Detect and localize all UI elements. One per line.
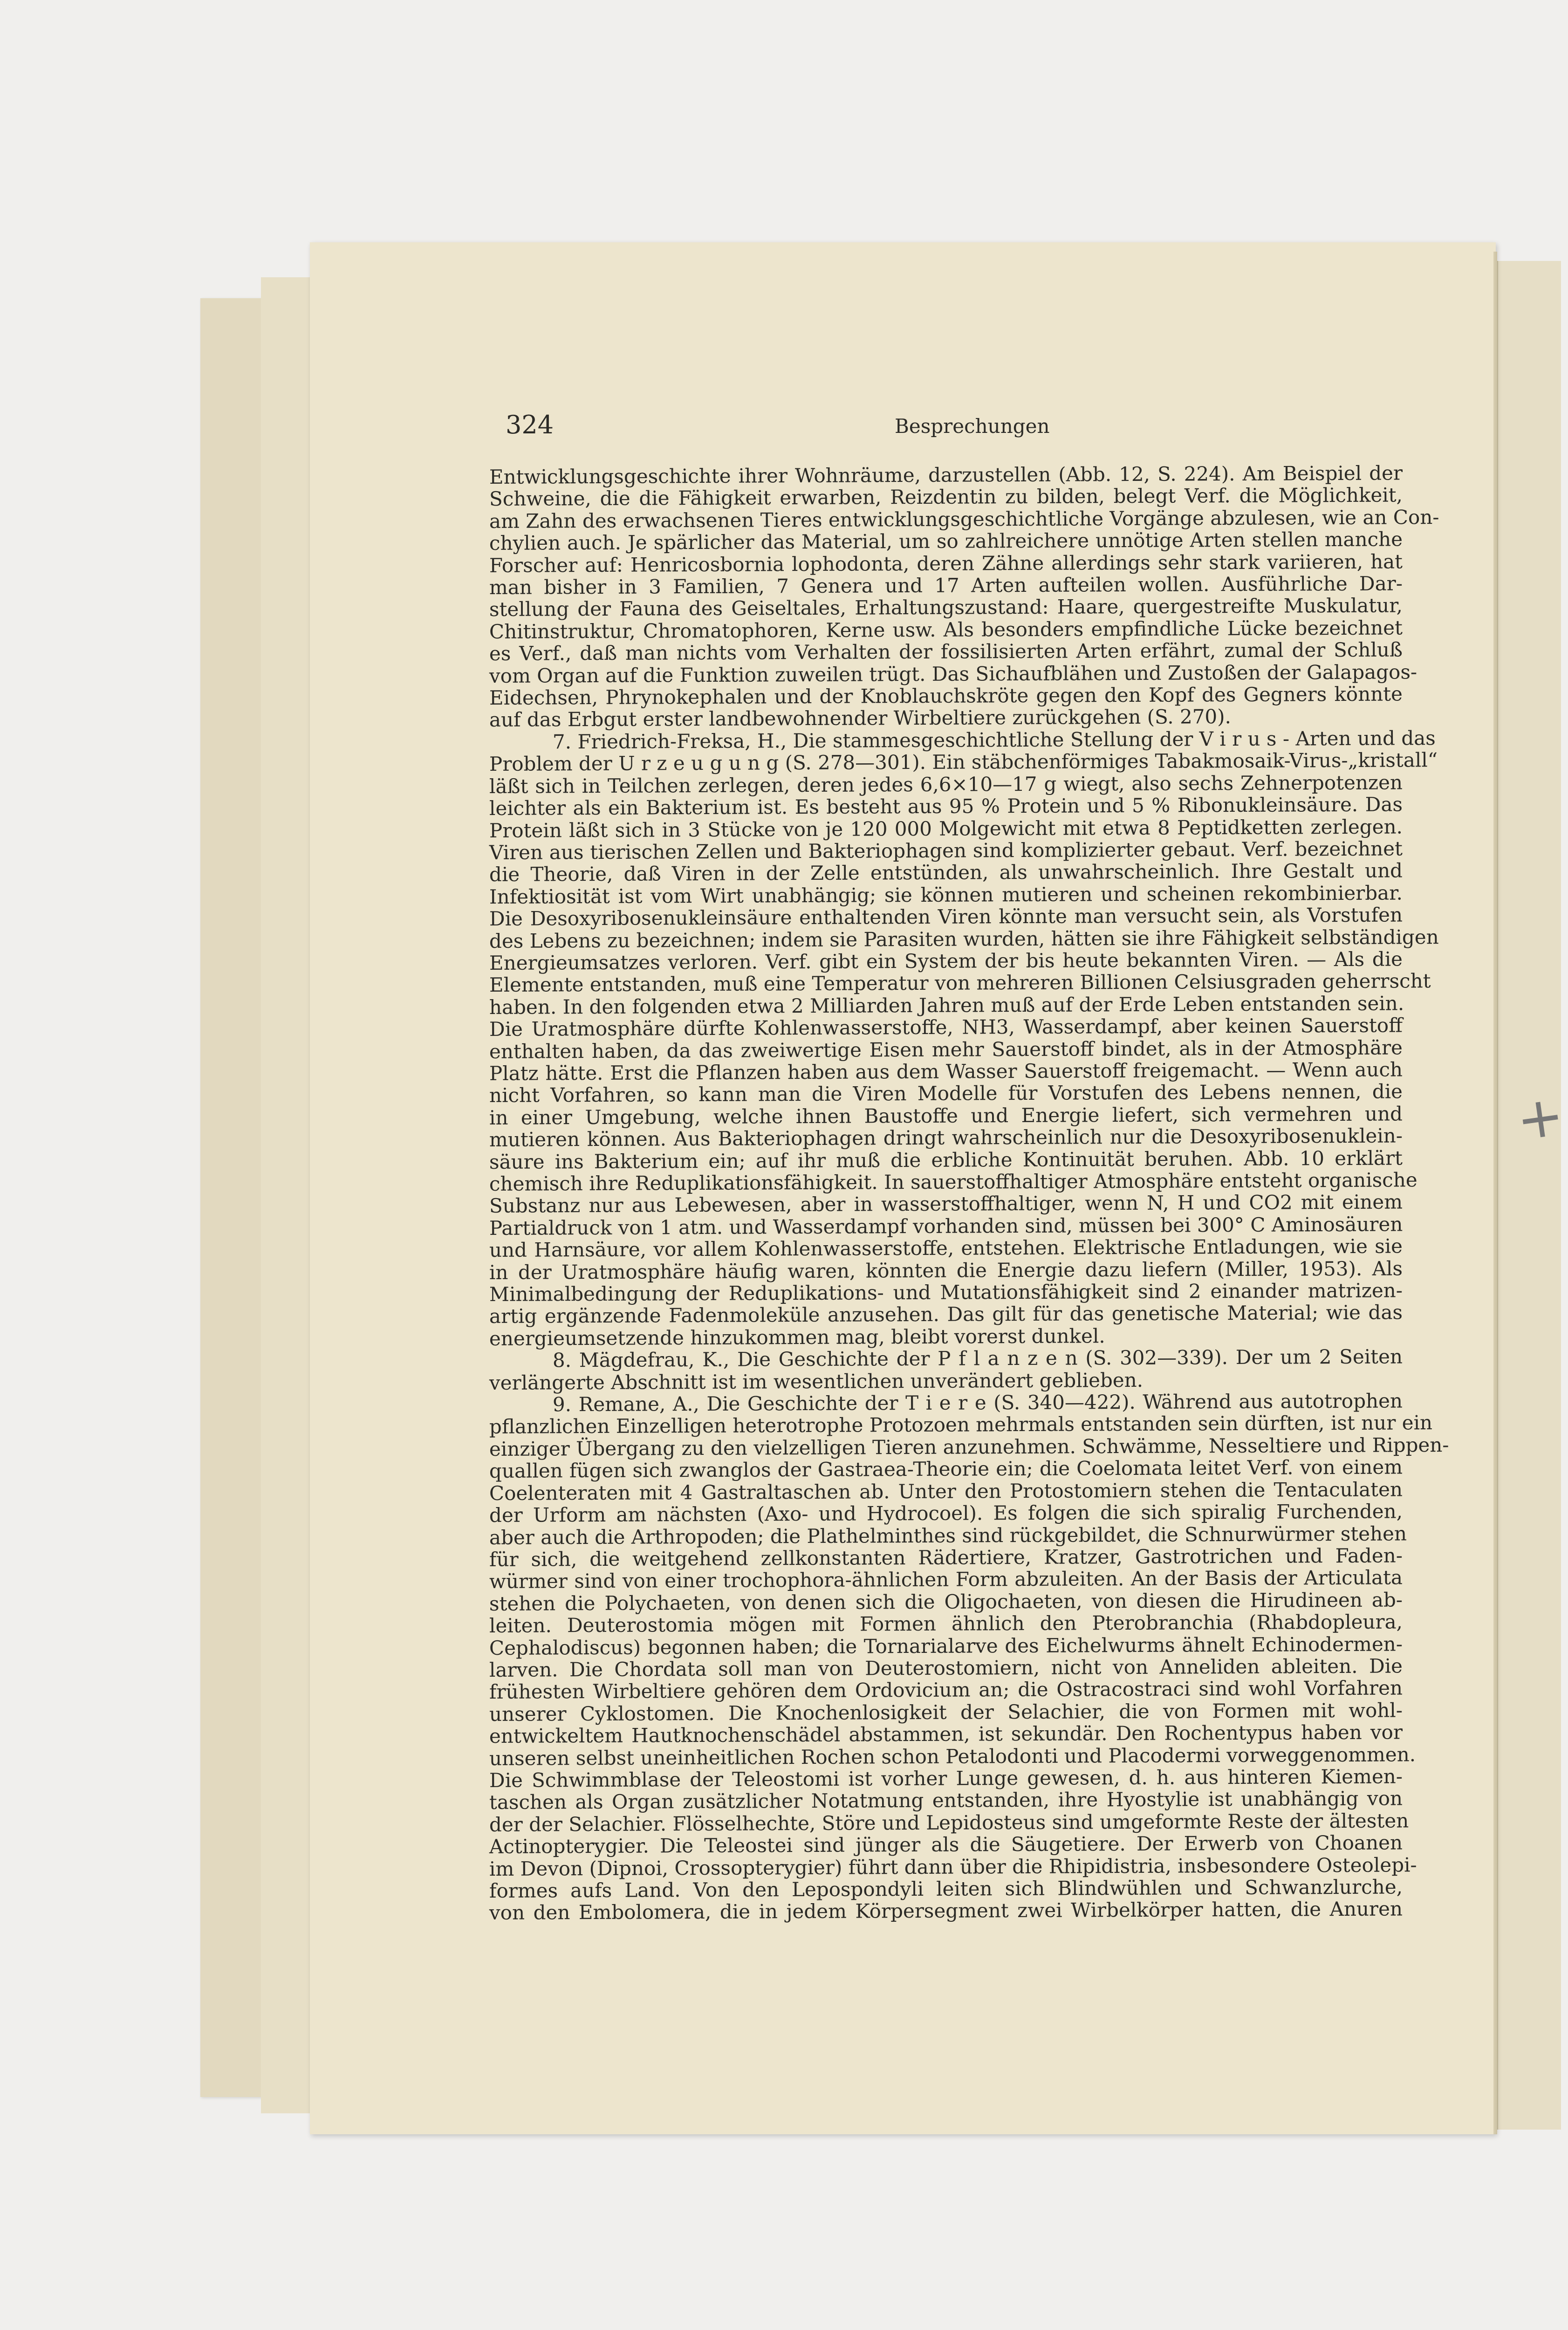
text-line: Energieumsatzes verloren. Verf. gibt ein System der bis heute bekannten Viren. — Als die xyxy=(489,947,1403,974)
text-line: Infektiosität ist vom Wirt unabhängig; sie können mutieren und scheinen rekombinierbar. xyxy=(489,881,1403,908)
text-line: Substanz nur aus Lebewesen, aber in wasserstoffhaltiger, wenn N, H und CO2 mit einem xyxy=(489,1190,1403,1218)
text-line: Minimalbedingung der Reduplikations- und Mutationsfähigkeit sind 2 einander matrizen- xyxy=(489,1279,1403,1306)
text-line: einziger Übergang zu den vielzelligen Tieren anzunehmen. Schwämme, Nesseltiere und Rippen- xyxy=(489,1433,1449,1460)
text-line: Protein läßt sich in 3 Stücke von je 120 000 Molgewicht mit etwa 8 Peptidketten zerlegen. xyxy=(489,815,1403,842)
text-line: der der Selachier. Flösselhechte, Störe und Lepidosteus sind umgeformte Reste der ältesten xyxy=(489,1809,1409,1836)
text-line: für sich, die weitgehend zellkonstanten Rädertiere, Kratzer, Gastrotrichen und Faden- xyxy=(489,1544,1403,1571)
text-line: im Devon (Dipnoi, Crossopterygier) führt dann über die Rhipidistria, insbesondere Osteolepi- xyxy=(489,1853,1417,1880)
text-line: es Verf., daß man nichts vom Verhalten der fossilisierten Arten erfährt, zumal der Schluß xyxy=(489,638,1403,665)
text-line: Eidechsen, Phrynokephalen und der Knoblauchskröte gegen den Kopf des Gegners könnte xyxy=(489,682,1403,710)
text-line: Chitinstruktur, Chromatophoren, Kerne usw. Als besonders empfindliche Lücke bezeichnet xyxy=(489,616,1403,643)
text-line: larven. Die Chordata soll man von Deuterostomiern, nicht von Anneliden ableiten. Die xyxy=(489,1654,1403,1681)
text-line: quallen fügen sich zwanglos der Gastraea-Theorie ein; die Coelomata leitet Verf. von einem xyxy=(489,1455,1403,1483)
text-line: mutieren können. Aus Bakteriophagen dringt wahrscheinlich nur die Desoxyribosenuklein- xyxy=(489,1124,1403,1151)
text-line: vom Organ auf die Funktion zuweilen trügt. Das Sichaufblähen und Zustoßen der Galapagos- xyxy=(489,660,1417,687)
text-line: pflanzlichen Einzelligen heterotrophe Protozoen mehrmals entstanden sein dürften, ist nur ein xyxy=(489,1411,1433,1439)
text-line: die Theorie, daß Viren in der Zelle entstünden, als unwahrscheinlich. Ihre Gestalt und xyxy=(489,859,1403,886)
text-line: Coelenteraten mit 4 Gastraltaschen ab. Unter den Protostomiern stehen die Tentaculaten xyxy=(489,1478,1403,1505)
text-line: haben. In den folgenden etwa 2 Milliarden Jahren muß auf der Erde Leben entstanden sein. xyxy=(489,992,1404,1019)
text-line: chylien auch. Je spärlicher das Material, um so zahlreichere unnötige Arten stellen manche xyxy=(489,528,1403,555)
text-line: unseren selbst uneinheitlichen Rochen schon Petalodonti und Placodermi vorweggenommen. xyxy=(489,1742,1416,1770)
text-line: leiten. Deuterostomia mögen mit Formen ähnlich den Pterobranchia (Rhabdopleura, xyxy=(489,1610,1403,1638)
text-line: Forscher auf: Henricosbornia lophodonta, deren Zähne allerdings sehr stark variieren, hat xyxy=(489,550,1403,577)
facing-page-edge xyxy=(1497,261,1561,2130)
text-line: Die Schwimmblase der Teleostomi ist vorher Lunge gewesen, d. h. aus hinteren Kiemen- xyxy=(489,1765,1403,1792)
text-line: 8. Mägdefrau, K., Die Geschichte der P f l a n z e n (S. 302—339). Der um 2 Seiten xyxy=(552,1345,1403,1372)
text-line: stehen die Polychaeten, von denen sich die Oligochaeten, von diesen die Hirudineen ab- xyxy=(489,1588,1403,1615)
text-line: Die Uratmosphäre dürfte Kohlenwasserstoffe, NH3, Wasserdampf, aber keinen Sauerstoff xyxy=(489,1014,1403,1041)
margin-pencil-mark: + xyxy=(1512,1083,1568,1154)
text-line: von den Embolomera, die in jedem Körpersegment zwei Wirbelkörper hatten, die Anuren xyxy=(489,1897,1403,1925)
text-line: verlängerte Abschnitt ist im wesentlichen unverändert geblieben. xyxy=(489,1368,1143,1394)
text-line: nicht Vorfahren, so kann man die Viren Modelle für Vorstufen des Lebens nennen, die xyxy=(489,1080,1403,1107)
text-line: man bisher in 3 Familien, 7 Genera und 17 Arten aufteilen wollen. Ausführliche Dar- xyxy=(489,572,1403,599)
text-line: artig ergänzende Fadenmoleküle anzusehen. Das gilt für das genetische Material; wie das xyxy=(489,1301,1403,1328)
text-line: energieumsetzende hinzukommen mag, bleibt vorerst dunkel. xyxy=(489,1324,1105,1350)
text-line: Entwicklungsgeschichte ihrer Wohnräume, darzustellen (Abb. 12, S. 224). Am Beispiel der xyxy=(489,461,1403,488)
text-line: leichter als ein Bakterium ist. Es besteht aus 95 % Protein und 5 % Ribonukleinsäure. Das xyxy=(489,793,1403,820)
text-line: des Lebens zu bezeichnen; indem sie Parasiten wurden, hätten sie ihre Fähigkeit selbständigen xyxy=(489,925,1439,953)
text-line: und Harnsäure, vor allem Kohlenwasserstoffe, entstehen. Elektrische Entladungen, wie sie xyxy=(489,1234,1403,1262)
text-line: stellung der Fauna des Geiseltales, Erhaltungszustand: Haare, quergestreifte Muskulatur, xyxy=(489,594,1403,621)
text-line: Schweine, die die Fähigkeit erwarben, Reizdentin zu bilden, belegt Verf. die Möglichkeit, xyxy=(489,483,1403,511)
page-fold xyxy=(1493,252,1497,2134)
text-line: in einer Umgebung, welche ihnen Baustoffe und Energie liefert, sich vermehren und xyxy=(489,1102,1403,1129)
text-line: säure ins Bakterium ein; auf ihr muß die erbliche Kontinuität beruhen. Abb. 10 erklärt xyxy=(489,1146,1403,1173)
text-line: läßt sich in Teilchen zerlegen, deren jedes 6,6×10—17 g wiegt, also sechs Zehnerpotenzen xyxy=(489,771,1403,798)
text-line: Cephalodiscus) begonnen haben; die Tornarialarve des Eichelwurms ähnelt Echinodermen- xyxy=(489,1632,1403,1659)
text-line: 9. Remane, A., Die Geschichte der T i e r e (S. 340—422). Während aus autotrophen xyxy=(552,1389,1403,1416)
text-line: würmer sind von einer trochophora-ähnlichen Form abzuleiten. An der Basis der Articulata xyxy=(489,1566,1403,1593)
text-line: frühesten Wirbeltiere gehören dem Ordovicium an; die Ostracostraci sind wohl Vorfahren xyxy=(489,1676,1403,1704)
text-line: enthalten haben, da das zweiwertige Eisen mehr Sauerstoff bindet, als in der Atmosphäre xyxy=(489,1036,1403,1063)
text-line: aber auch die Arthropoden; die Plathelminthes sind rückgebildet, die Schnurwürmer stehen xyxy=(489,1521,1407,1549)
text-line: 7. Friedrich-Freksa, H., Die stammesgeschichtliche Stellung der V i r u s - Arten und das xyxy=(552,726,1436,754)
text-line: der Urform am nächsten (Axo- und Hydrocoel). Es folgen die sich spiralig Furchenden, xyxy=(489,1500,1403,1527)
text-line: unserer Cyklostomen. Die Knochenlosigkeit der Selachier, die von Formen mit wohl- xyxy=(489,1699,1403,1726)
text-line: Viren aus tierischen Zellen und Bakteriophagen sind komplizierter gebaut. Verf. bezeichnet xyxy=(489,837,1403,864)
text-line: in der Uratmosphäre häufig waren, könnten die Energie dazu liefern (Miller, 1953). Als xyxy=(489,1257,1403,1284)
text-line: Actinopterygier. Die Teleostei sind jünger als die Säugetiere. Der Erwerb von Choanen xyxy=(489,1831,1403,1858)
page-number: 324 xyxy=(506,410,554,439)
text-line: auf das Erbgut erster landbewohnender Wirbeltiere zurückgehen (S. 270). xyxy=(489,705,1232,732)
body-text xyxy=(489,461,1449,1925)
text-line: formes aufs Land. Von den Lepospondyli leiten sich Blindwühlen und Schwanzlurche, xyxy=(489,1875,1403,1902)
text-line: Partialdruck von 1 atm. und Wasserdampf vorhanden sind, müssen bei 300° C Aminosäuren xyxy=(489,1213,1403,1240)
text-line: entwickeltem Hautknochenschädel abstammen, ist sekundär. Den Rochentypus haben vor xyxy=(489,1720,1403,1748)
text-line: chemisch ihre Reduplikationsfähigkeit. In sauerstoffhaltiger Atmosphäre entsteht organische xyxy=(489,1168,1417,1195)
text-line: taschen als Organ zusätzlicher Notatmung entstanden, ihre Hyostylie ist unabhängig von xyxy=(489,1787,1403,1814)
text-line: Platz hätte. Erst die Pflanzen haben aus dem Wasser Sauerstoff freigemacht. — Wenn auch xyxy=(489,1058,1403,1085)
running-head: Besprechungen xyxy=(895,415,1050,438)
text-line: am Zahn des erwachsenen Tieres entwicklungsgeschichtliche Vorgänge abzulesen, wie an Con- xyxy=(489,505,1439,533)
text-line: Die Desoxyribosenukleinsäure enthaltenden Viren könnte man versucht sein, als Vorstufen xyxy=(489,903,1403,931)
text-line: Problem der U r z e u g u n g (S. 278—301). Ein stäbchenförmiges Tabakmosaik-Virus-„kristall“ xyxy=(489,748,1438,776)
text-line: Elemente entstanden, muß eine Temperatur von mehreren Billionen Celsiusgraden geherrscht xyxy=(489,969,1431,997)
